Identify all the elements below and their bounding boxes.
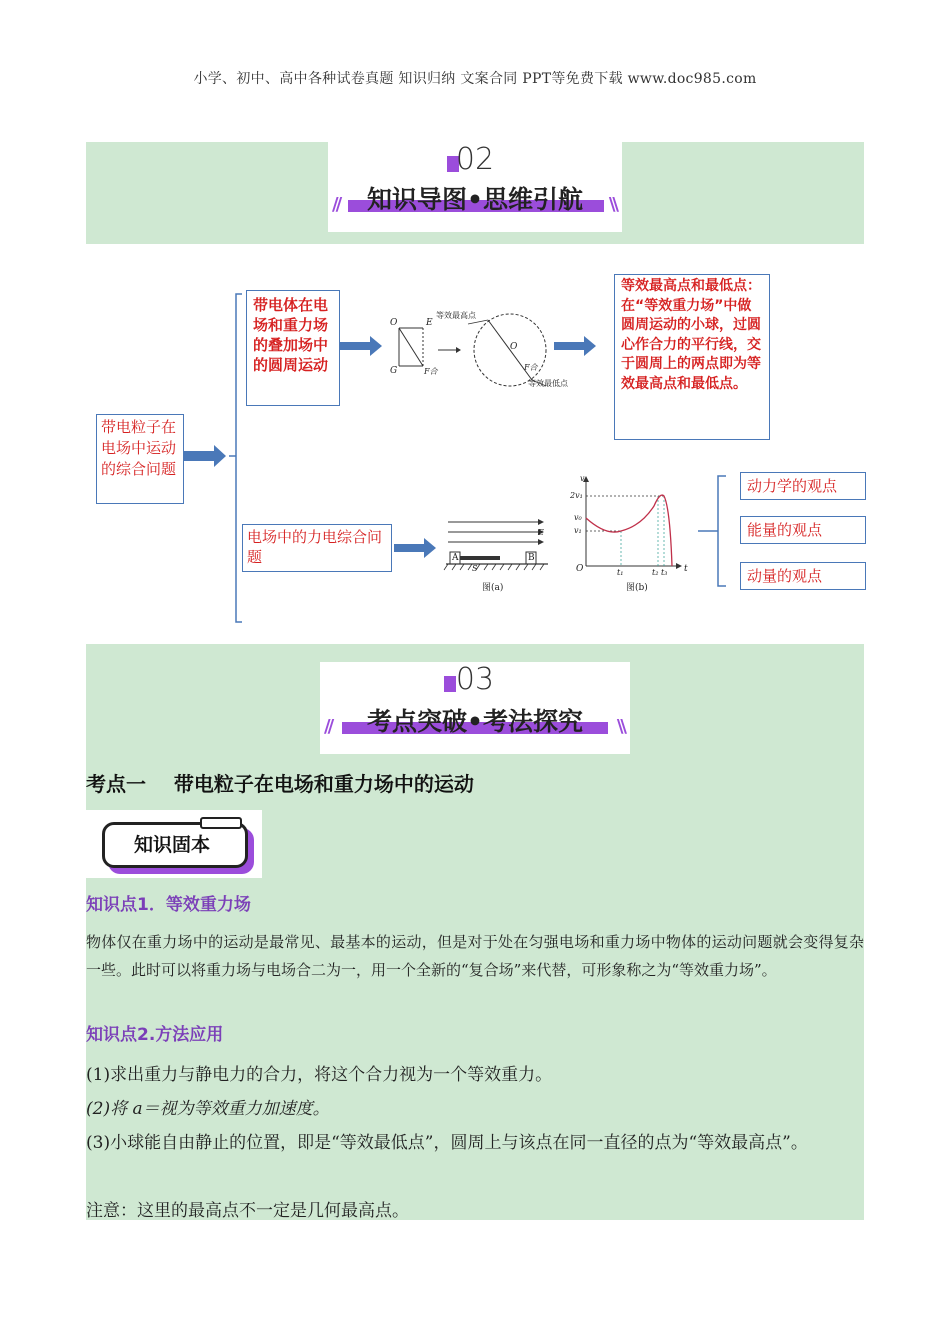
fig-label-F2: F合 <box>524 363 538 372</box>
fig-label-O2: O <box>510 342 518 352</box>
kp1-text: 物体仅在重力场中的运动是最常见、最基本的运动，但是对于处在匀强电场和重力场中物体的运动问题就会变得复杂一些。此时可以将重力场与电场合二为一，用一个全新的“复合场”来代替，可形象称之为“等效重力场”。 <box>86 933 864 979</box>
kp2-item-3: (3)小球能自由静止的位置，即是“等效最低点”，圆周上与该点在同一直径的点为“等效最高点”。 <box>86 1133 808 1153</box>
viewpoint-momentum: 动量的观点 <box>740 562 866 590</box>
fig-a-caption: 图(a) <box>482 583 504 593</box>
kp2-item-2: (2)将 a＝视为等效重力加速度。 <box>86 1099 330 1119</box>
slash-decoration: \\ <box>616 716 624 737</box>
kp1-title: 知识点1．等效重力场 <box>86 895 251 915</box>
viewpoint-energy: 能量的观点 <box>740 516 866 544</box>
fig-a-A: A <box>452 553 459 563</box>
fig-b-caption: 图(b) <box>626 583 648 593</box>
fig-a-B: B <box>528 553 535 563</box>
fig-b-t1: t₁ <box>617 568 624 577</box>
topic-title: 考点一 带电粒子在电场和重力场中的运动 <box>86 772 474 796</box>
kp2-title: 知识点2.方法应用 <box>86 1025 224 1045</box>
arrow-icon <box>394 538 436 558</box>
slash-decoration: \\ <box>608 194 616 215</box>
fig-b-O: O <box>576 564 584 574</box>
section03-title: 考点突破•考法探究 <box>367 707 583 736</box>
fig-b-v: v <box>580 474 585 483</box>
fig-label-O: O <box>390 318 398 328</box>
section02-number: 02 <box>455 142 495 177</box>
page-header: 小学、初中、高中各种试卷真题 知识归纳 文案合同 PPT等免费下载 www.doc985.com <box>193 71 757 87</box>
kp2-note-label: 注意 <box>86 1201 120 1221</box>
arrow-icon <box>184 445 226 467</box>
slash-decoration: // <box>324 716 332 737</box>
arrow-icon <box>554 336 596 356</box>
fig-label-G: G <box>390 366 398 376</box>
section02-badge <box>328 142 622 232</box>
mindmap-result-equivalent-points: 等效最高点和最低点：在“等效重力场”中做圆周运动的小球，过圆心作合力的平行线，交于圆周上的两点即为等效最高点和最低点。 <box>614 274 770 440</box>
viewpoint-dynamics: 动力学的观点 <box>740 472 866 500</box>
arrow-icon <box>340 336 382 356</box>
mindmap-branch-force-electric: 电场中的力电综合问题 <box>242 524 392 572</box>
fig-b-2v1: 2v₁ <box>570 491 583 500</box>
kp2-item-1: (1)求出重力与静电力的合力，将这个合力视为一个等效重力。 <box>86 1065 553 1085</box>
knowledge-tag-label: 知识固本 <box>133 834 210 856</box>
fig-b-v1: v₁ <box>574 526 582 535</box>
fig-label-top: 等效最高点 <box>436 311 476 320</box>
kp2-note-text: ：这里的最高点不一定是几何最高点。 <box>120 1201 409 1221</box>
fig-b-v0: v₀ <box>574 513 582 522</box>
fig-label-E: E <box>426 318 433 328</box>
fig-label-bottom: 等效最低点 <box>528 379 568 388</box>
mindmap-root: 带电粒子在电场中运动的综合问题 <box>96 414 184 504</box>
mindmap-branch-circular-motion: 带电体在电场和重力场的叠加场中的圆周运动 <box>246 290 340 406</box>
section03-number: 03 <box>455 662 495 697</box>
section02-title: 知识导图•思维引航 <box>367 185 583 214</box>
mindmap <box>86 246 864 642</box>
fig-b-t23: t₂ t₃ <box>652 568 668 577</box>
fig-label-F: F合 <box>424 367 438 376</box>
fig-a-S: S <box>472 564 478 573</box>
fig-b-t: t <box>684 564 688 574</box>
knowledge-tag <box>86 810 262 878</box>
kp2-note <box>86 1196 864 1226</box>
slash-decoration: // <box>332 194 340 215</box>
section03-badge <box>320 662 630 754</box>
fig-a-E: E <box>538 528 544 537</box>
